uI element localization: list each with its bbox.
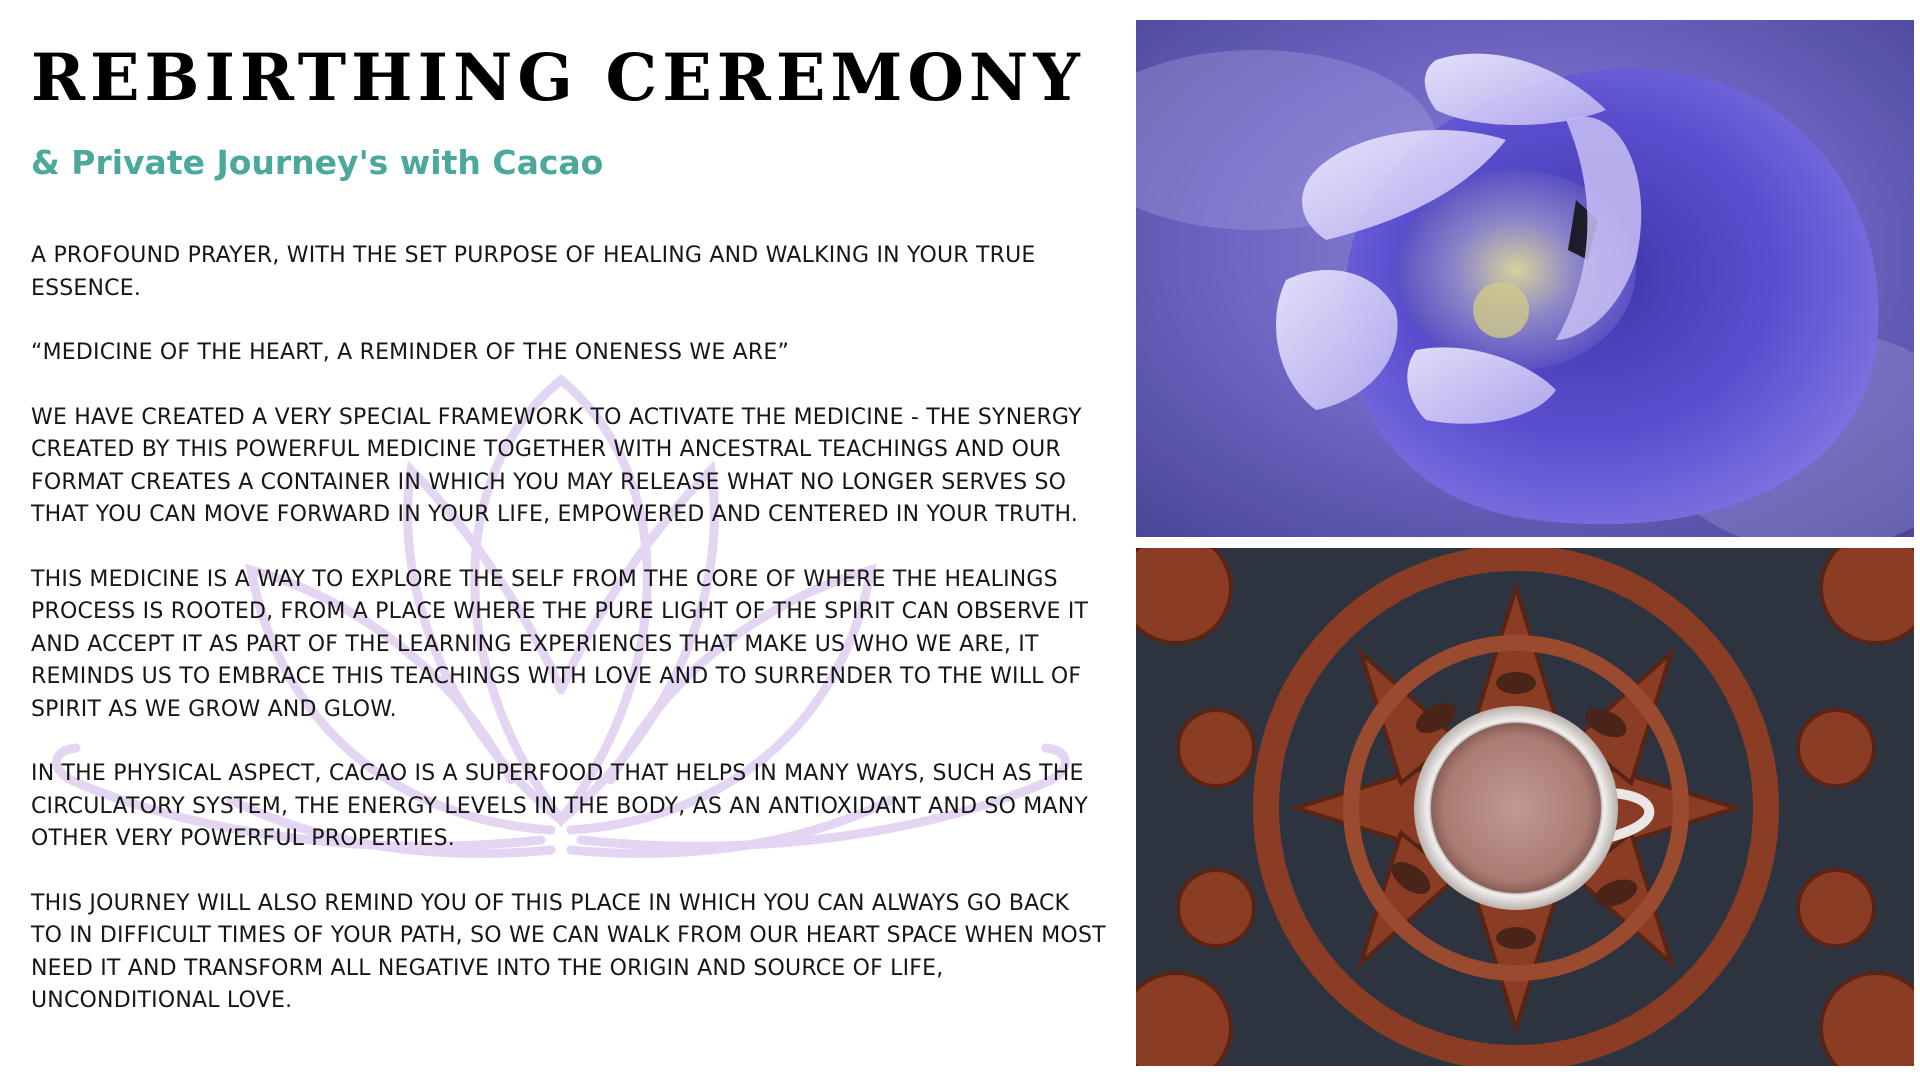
paragraph-framework: WE HAVE CREATED A VERY SPECIAL FRAMEWORK TO ACTIVATE THE MEDICINE - THE SYNERGY CREATED BY THIS POWERFUL MEDICINE TOGETHER WITH ANCESTRAL TEACHINGS AND OUR FORMAT CREATES A CONTAINER IN WHICH YOU MAY RELEASE WHAT NO LONGER SERVES SO THAT YOU CAN MOVE FORWARD IN YOUR LIFE, EMPOWERED AND CENTERED IN YOUR TRUTH. [31, 404, 1082, 527]
cacao-cup-photo [1136, 548, 1914, 1066]
page-title: REBIRTHING CEREMONY [31, 40, 1085, 116]
purple-flower-photo [1136, 20, 1914, 537]
paragraph-quote: “MEDICINE OF THE HEART, A REMINDER OF THE ONENESS WE ARE” [31, 340, 790, 365]
paragraph-explore: THIS MEDICINE IS A WAY TO EXPLORE THE SELF FROM THE CORE OF WHERE THE HEALINGS PROCESS IS ROOTED, FROM A PLACE WHERE THE PURE LIGHT OF THE SPIRIT CAN OBSERVE IT AND ACCEPT IT AS PART OF THE LEARNING EXPERIENCES THAT MAKE US WHO WE ARE, IT REMINDS US TO EMBRACE THIS TEACHINGS WITH LOVE AND TO SURRENDER TO THE WILL OF SPIRIT AS WE GROW AND GLOW. [31, 566, 1089, 722]
text-column [31, 0, 1111, 1080]
paragraph-physical: IN THE PHYSICAL ASPECT, CACAO IS A SUPERFOOD THAT HELPS IN MANY WAYS, SUCH AS THE CIRCULATORY SYSTEM, THE ENERGY LEVELS IN THE BODY, AS AN ANTIOXIDANT AND SO MANY OTHER VERY POWERFUL PROPERTIES. [31, 761, 1089, 851]
page-subtitle: & Private Journey's with Cacao [31, 143, 604, 182]
paragraph-intro: A PROFOUND PRAYER, WITH THE SET PURPOSE OF HEALING AND WALKING IN YOUR TRUE ESSENCE. [31, 243, 1036, 301]
paragraph-journey: THIS JOURNEY WILL ALSO REMIND YOU OF THIS PLACE IN WHICH YOU CAN ALWAYS GO BACK TO IN DIFFICULT TIMES OF YOUR PATH, SO WE CAN WALK FROM OUR HEART SPACE WHEN MOST NEED IT AND TRANSFORM ALL NEGATIVE INTO THE ORIGIN AND SOURCE OF LIFE, UNCONDITIONAL LOVE. [31, 890, 1106, 1013]
body-text [31, 240, 1106, 1050]
